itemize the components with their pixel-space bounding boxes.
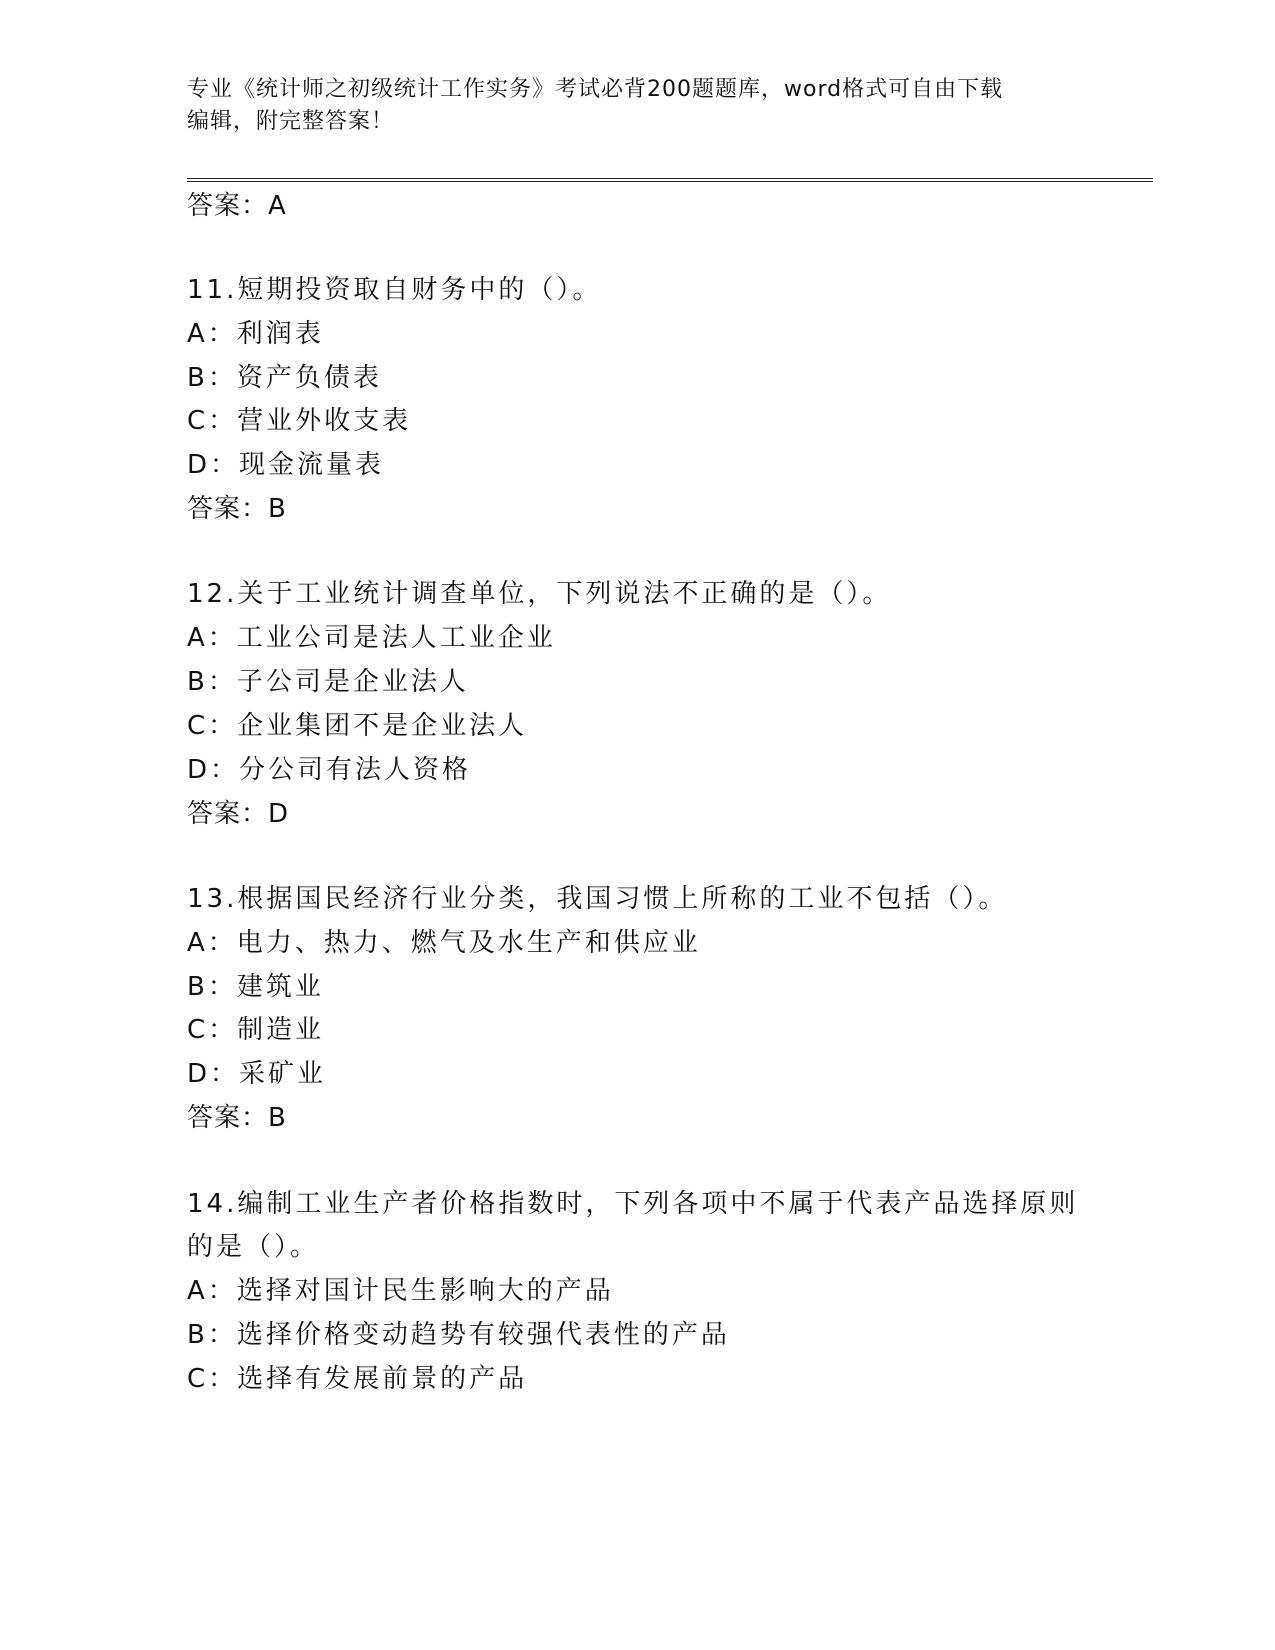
- question-13-option-b: B：建筑业: [187, 972, 324, 1002]
- header-line-1: 专业《统计师之初级统计工作实务》考试必背200题题库，word格式可自由下载: [187, 77, 1004, 102]
- question-11-option-b: B：资产负债表: [187, 363, 382, 393]
- question-13-answer: 答案：B: [187, 1103, 287, 1133]
- question-12-stem: 12.关于工业统计调查单位，下列说法不正确的是（）。: [187, 579, 892, 609]
- question-11-option-c: C：营业外收支表: [187, 406, 412, 436]
- question-13-option-a: A：电力、热力、燃气及水生产和供应业: [187, 928, 701, 958]
- header-line-2: 编辑，附完整答案！: [187, 109, 395, 134]
- question-11-option-a: A：利润表: [187, 319, 324, 349]
- question-11-answer: 答案：B: [187, 494, 287, 524]
- question-14-option-a: A：选择对国计民生影响大的产品: [187, 1276, 614, 1306]
- question-11-option-d: D：现金流量表: [187, 450, 385, 480]
- question-14-stem-line-1: 14.编制工业生产者价格指数时，下列各项中不属于代表产品选择原则: [187, 1189, 1079, 1219]
- question-12-answer: 答案：D: [187, 799, 290, 829]
- question-14-stem-line-2: 的是（）。: [187, 1232, 320, 1262]
- question-12-option-b: B：子公司是企业法人: [187, 667, 469, 697]
- question-12-option-d: D：分公司有法人资格: [187, 755, 472, 785]
- header-divider: [187, 178, 1153, 182]
- document-header: [187, 74, 1067, 138]
- question-13-option-c: C：制造业: [187, 1015, 325, 1045]
- question-11-stem: 11.短期投资取自财务中的（）。: [187, 275, 602, 305]
- question-13-stem: 13.根据国民经济行业分类，我国习惯上所称的工业不包括（）。: [187, 884, 1008, 914]
- question-13-option-d: D：采矿业: [187, 1059, 327, 1089]
- question-14-option-b: B：选择价格变动趋势有较强代表性的产品: [187, 1320, 730, 1350]
- question-12-option-c: C：企业集团不是企业法人: [187, 711, 528, 741]
- question-14-option-c: C：选择有发展前景的产品: [187, 1364, 528, 1394]
- previous-answer: 答案：A: [187, 191, 287, 221]
- question-12-option-a: A：工业公司是法人工业企业: [187, 623, 556, 653]
